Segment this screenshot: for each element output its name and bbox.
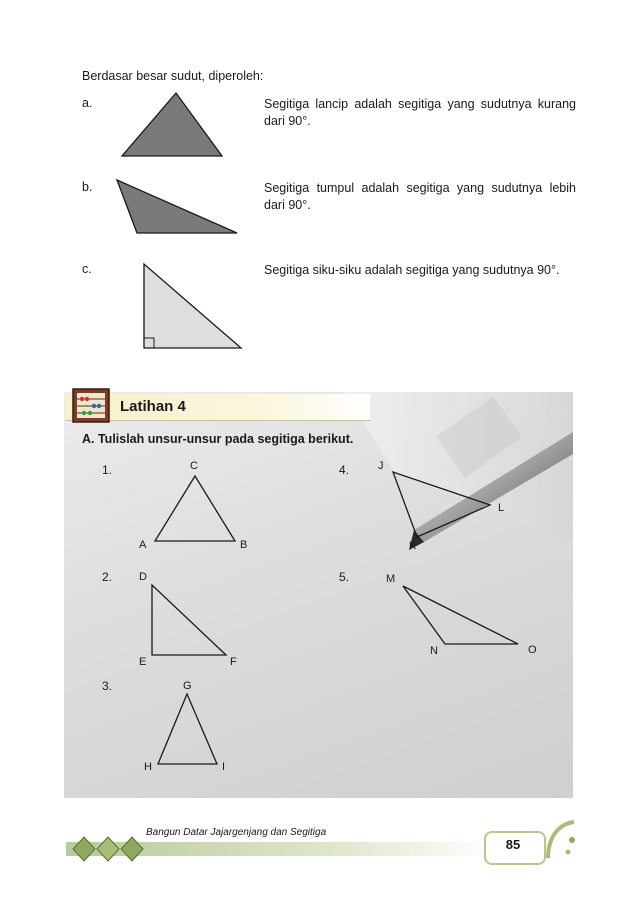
vertex-o: O (528, 644, 537, 656)
problem-4-number: 4. (339, 463, 350, 477)
type-a-desc: Segitiga lancip adalah segitiga yang sudutnya kurang dari 90°. (264, 97, 576, 128)
problem-2-number: 2. (102, 570, 113, 584)
vertex-k: K (409, 540, 417, 552)
vertex-b: B (240, 539, 248, 551)
exercise-title: Latihan 4 (120, 398, 186, 415)
vertex-l: L (498, 502, 505, 514)
page-number: 85 (505, 837, 521, 852)
triangle-def (152, 585, 226, 655)
vertex-h: H (144, 761, 152, 773)
vertex-d: D (139, 571, 147, 583)
vertex-f: F (230, 656, 237, 668)
footer-text: Bangun Datar Jajargenjang dan Segitiga (146, 827, 327, 838)
vertex-e: E (139, 656, 147, 668)
type-b-desc: Segitiga tumpul adalah segitiga yang sudutnya lebih dari 90°. (264, 181, 576, 212)
vertex-m: M (386, 573, 396, 585)
problem-3-number: 3. (102, 679, 113, 693)
vertex-a: A (139, 539, 147, 551)
type-b-label: b. (82, 180, 93, 194)
section-heading: A. Tulislah unsur-unsur pada segitiga berikut. (82, 432, 354, 446)
vertex-j: J (378, 460, 384, 472)
vertex-i: I (222, 761, 226, 773)
triangle-abc (155, 476, 235, 541)
triangle-mno (403, 586, 518, 644)
triangle-ghi (158, 694, 217, 764)
vertex-c: C (190, 460, 198, 472)
footer-swirl-icon (544, 818, 580, 864)
problem-1-number: 1. (102, 463, 113, 477)
type-c-desc: Segitiga siku-siku adalah segitiga yang sudutnya 90°. (264, 263, 560, 277)
vertex-n: N (430, 645, 438, 657)
type-c-label: c. (82, 262, 92, 276)
type-a-label: a. (82, 96, 93, 110)
diamond-ornament-icon (72, 835, 148, 863)
problem-5-number: 5. (339, 570, 350, 584)
vertex-g: G (183, 680, 192, 692)
intro-text: Berdasar besar sudut, diperoleh: (82, 69, 264, 83)
triangle-jkl (393, 472, 490, 537)
